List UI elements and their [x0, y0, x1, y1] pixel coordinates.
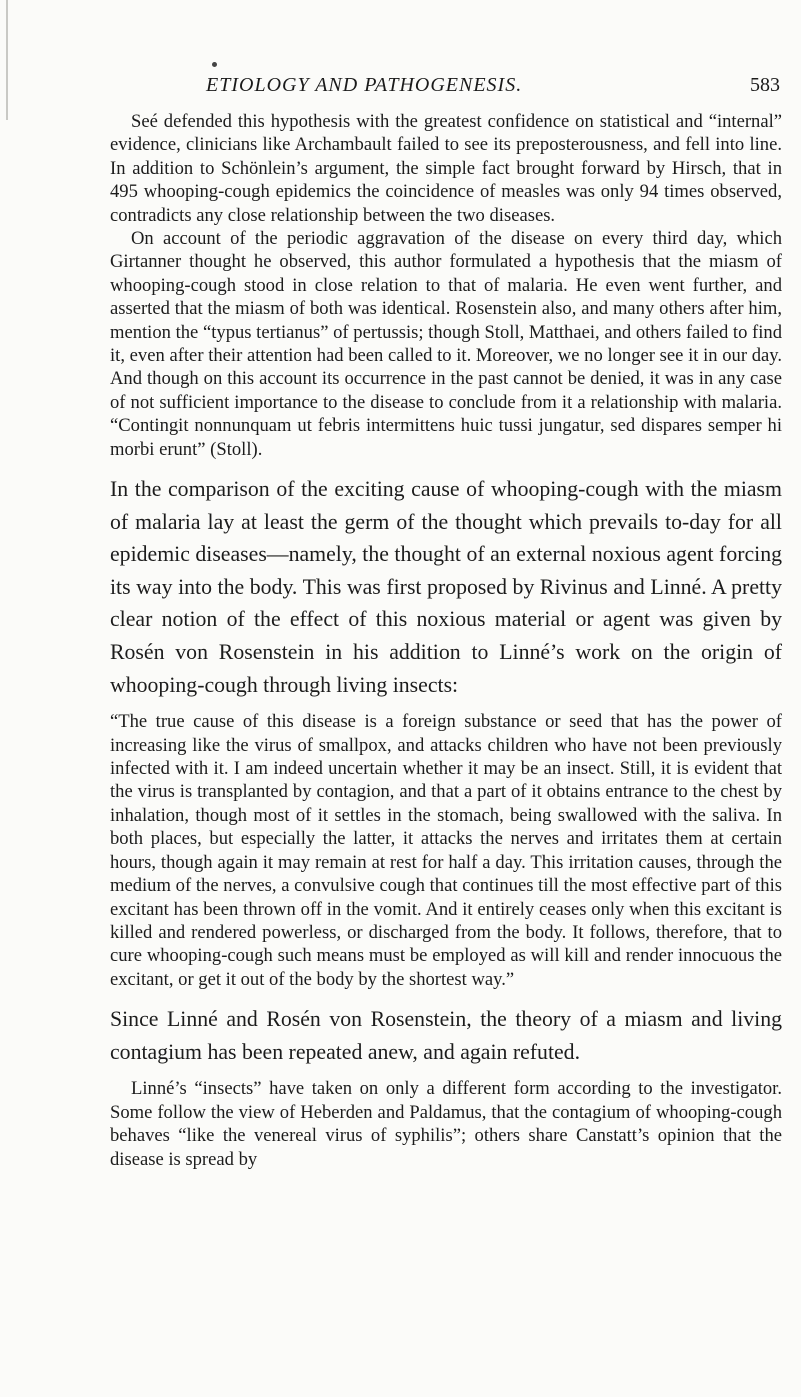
- paragraph-see-hypothesis: Seé defended this hypothesis with the greatest confidence on statistical and “internal” evidence, clinicians like Archambault failed to see its preposterousness, and fell into line. In addition to Schönlein’s argument, the simple fact brought forward by Hirsch, that in 495 whooping-cough epidemics the coincidence of measles was only 94 times observed, contradicts any close relationship between the two diseases.: [110, 111, 782, 226]
- running-head: ETIOLOGY AND PATHOGENESIS.: [206, 74, 523, 96]
- paragraph-linne-insects: Linné’s “insects” have taken on only a different form according to the investigator. Some follow the view of Heberden and Paldamus, that the contagium of whooping-cough behaves “like the venereal virus of syphilis”; others share Canstatt’s opinion that the disease is spread by: [110, 1078, 782, 1170]
- paragraph-theory-repeated: Since Linné and Rosén von Rosenstein, the theory of a miasm and living contagium has been repeated anew, and again refuted.: [110, 1007, 782, 1064]
- quotation-rosenstein: “The true cause of this disease is a foreign substance or seed that has the power of increasing like the virus of smallpox, and attacks children who have not been previously infected with it. I am indeed uncertain whether it may be an insect. Still, it is evident that the virus is transplanted by contagion, and that a part of it obtains entrance to the chest by inhalation, though most of it settles in the stomach, being swallowed with the saliva. In both places, but especially the latter, it attacks the nerves and irritates them at certain hours, though again it may remain at rest for half a day. This irritation causes, through the medium of the nerves, a convulsive cough that continues till the most effective part of this excitant has been thrown off in the vomit. And it entirely ceases only when this excitant is killed and rendered powerless, or discharged from the body. It follows, therefore, that to cure whooping-cough such means must be employed as will kill and render innocuous the excitant, or get it out of the body by the shortest way.”: [110, 711, 782, 990]
- paragraph-malaria-hypothesis: On account of the periodic aggravation of the disease on every third day, which Girtanner thought he observed, this author formulated a hypothesis that the miasm of whooping-cough stood in close relation to that of malaria. He even went further, and asserted that the miasm of both was identical. Rosenstein also, and many others after him, mention the “typus tertianus” of pertussis; though Stoll, Matthaei, and others failed to find it, even after their attention had been called to it. Moreover, we no longer see it in our day. And though on this account its occurrence in the past cannot be denied, it was in any case of not sufficient importance to the disease to conclude from it a relationship with malaria. “Contingit nonnunquam ut febris intermittens huic tussi jungatur, sed dispares semper hi morbi erunt” (Stoll).: [110, 228, 782, 460]
- paragraph-exciting-cause: In the comparison of the exciting cause of whooping-cough with the miasm of malaria lay at least the germ of the thought which prevails to-day for all epidemic diseases—namely, the thought of an external noxious agent forcing its way into the body. This was first proposed by Rivinus and Linné. A pretty clear notion of the effect of this noxious material or agent was given by Rosén von Rosenstein in his addition to Linné’s work on the origin of whooping-cough through living insects:: [110, 477, 782, 697]
- page-body: [110, 110, 782, 1171]
- binding-edge: [6, 0, 8, 120]
- print-mark: [212, 62, 217, 67]
- page-header: [120, 74, 780, 104]
- page-number: 583: [750, 74, 780, 96]
